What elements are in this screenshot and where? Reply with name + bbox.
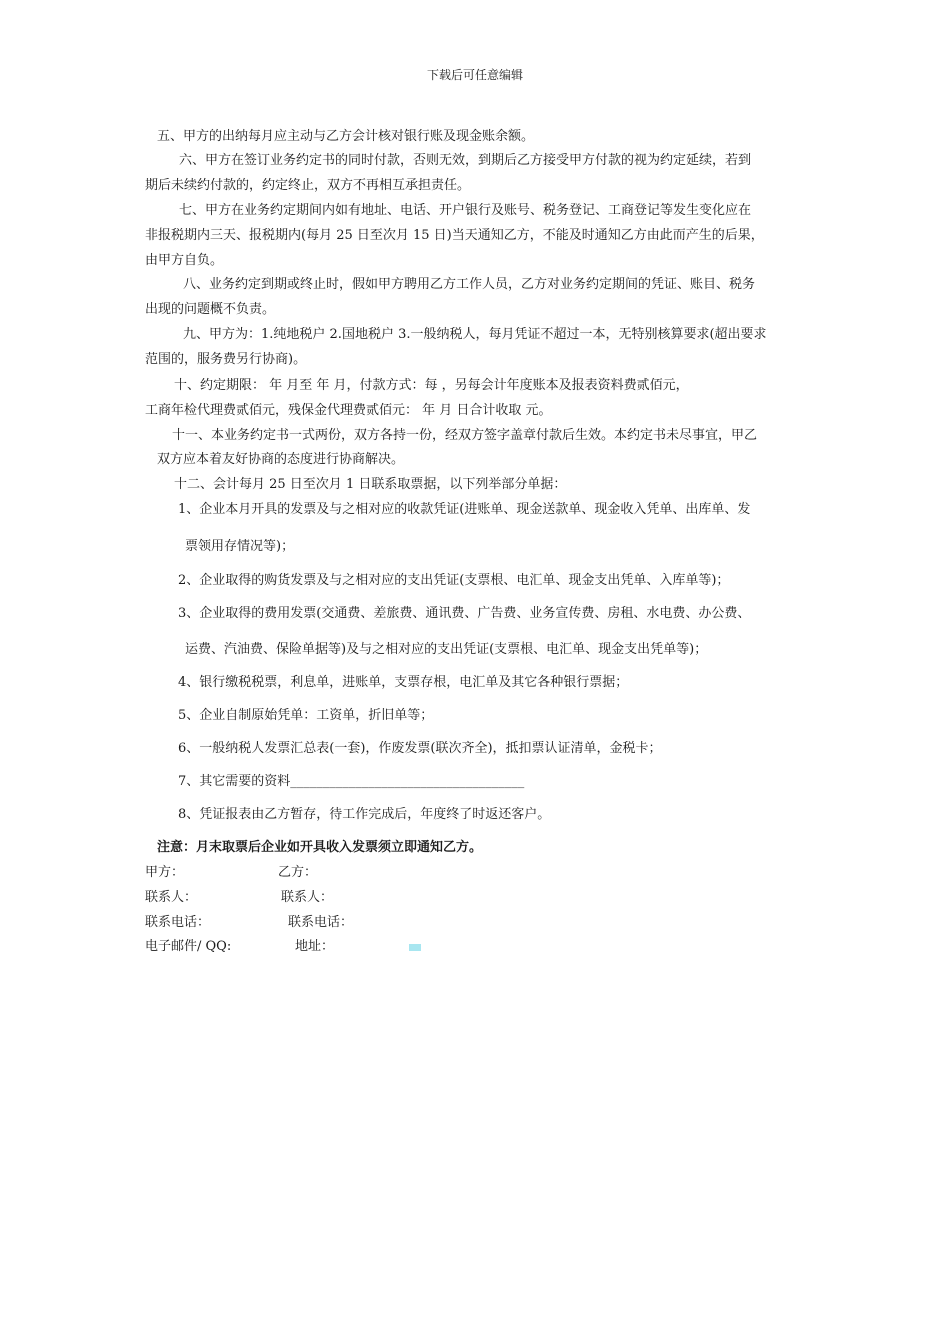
- clause-7-line-3: 由甲方自负。: [145, 253, 224, 268]
- contact-b-label: 联系人：: [281, 890, 334, 905]
- address-b-label: 地址：: [295, 939, 335, 954]
- clause-7-line-2: 非报税期内三天、报税期内(每月 25 日至次月 15 日)当天通知乙方，不能及时通知乙方由此而产生的后果，: [145, 228, 764, 243]
- phone-b-label: 联系电话：: [288, 915, 354, 930]
- notice: 注意：月末取票后企业如开具收入发票须立即通知乙方。: [157, 840, 483, 855]
- phone-a-label: 联系电话：: [145, 915, 211, 930]
- clause-12: 十二、会计每月 25 日至次月 1 日联系取票据，以下列举部分单据：: [174, 477, 567, 492]
- party-b-label: 乙方：: [278, 865, 318, 880]
- clause-6-line-1: 六、甲方在签订业务约定书的同时付款，否则无效，到期后乙方接受甲方付款的视为约定延续，若到: [179, 153, 752, 168]
- clause-6-line-2: 期后未续约付款的，约定终止，双方不再相互承担责任。: [145, 178, 471, 193]
- item-2: 2、企业取得的购货发票及与之相对应的支出凭证(支票根、电汇单、现金支出凭单、入库单等)；: [178, 573, 730, 588]
- clause-11-line-2: 双方应本着友好协商的态度进行协商解决。: [157, 452, 405, 467]
- clause-5: 五、甲方的出纳每月应主动与乙方会计核对银行账及现金账余额。: [157, 129, 535, 144]
- clause-7-line-1: 七、甲方在业务约定期间内如有地址、电话、开户银行及账号、税务登记、工商登记等发生变化应在: [179, 203, 752, 218]
- item-1-line-1: 1、企业本月开具的发票及与之相对应的收款凭证(进账单、现金送款单、现金收入凭单、出库单、发: [178, 502, 751, 517]
- item-1-line-2: 票领用存情况等)；: [185, 539, 295, 554]
- clause-9-line-1: 九、甲方为：1.纯地税户 2.国地税户 3.一般纳税人，每月凭证不超过一本，无特别核算要求(超出要求: [183, 327, 767, 342]
- clause-8-line-1: 八、业务约定到期或终止时，假如甲方聘用乙方工作人员，乙方对业务约定期间的凭证、账目、税务: [183, 277, 756, 292]
- highlight-mark: [409, 944, 421, 951]
- page-header: 下载后可任意编辑: [426, 68, 523, 82]
- item-4: 4、银行缴税税票，利息单，进账单，支票存根，电汇单及其它各种银行票据；: [178, 675, 629, 690]
- clause-10-line-2: 工商年检代理费贰佰元，残保金代理费贰佰元： 年 月 日合计收取 元。: [145, 403, 552, 418]
- email-a-label: 电子邮件/ QQ:: [145, 939, 232, 954]
- item-5: 5、企业自制原始凭单：工资单，折旧单等；: [178, 708, 434, 723]
- clause-8-line-2: 出现的问题概不负责。: [145, 302, 276, 317]
- item-3-line-2: 运费、汽油费、保险单据等)及与之相对应的支出凭证(支票根、电汇单、现金支出凭单等)；: [185, 642, 708, 657]
- contact-a-label: 联系人：: [145, 890, 198, 905]
- item-8: 8、凭证报表由乙方暂存，待工作完成后，年度终了时返还客户。: [178, 807, 551, 822]
- item-6: 6、一般纳税人发票汇总表(一套)，作废发票(联次齐全)，抵扣票认证清单，金税卡；: [178, 741, 662, 756]
- clause-10-line-1: 十、约定期限： 年 月至 年 月，付款方式：每 ，另每会计年度账本及报表资料费贰佰元，: [174, 378, 689, 393]
- item-7: 7、其它需要的资料____________________________________: [178, 774, 525, 789]
- clause-11-line-1: 十一、本业务约定书一式两份，双方各持一份，经双方签字盖章付款后生效。本约定书未尽事宜，甲乙: [172, 428, 758, 443]
- item-3-line-1: 3、企业取得的费用发票(交通费、差旅费、通讯费、广告费、业务宣传费、房租、水电费、办公费、: [178, 606, 751, 621]
- clause-9-line-2: 范围的，服务费另行协商)。: [145, 352, 307, 367]
- party-a-label: 甲方：: [145, 865, 185, 880]
